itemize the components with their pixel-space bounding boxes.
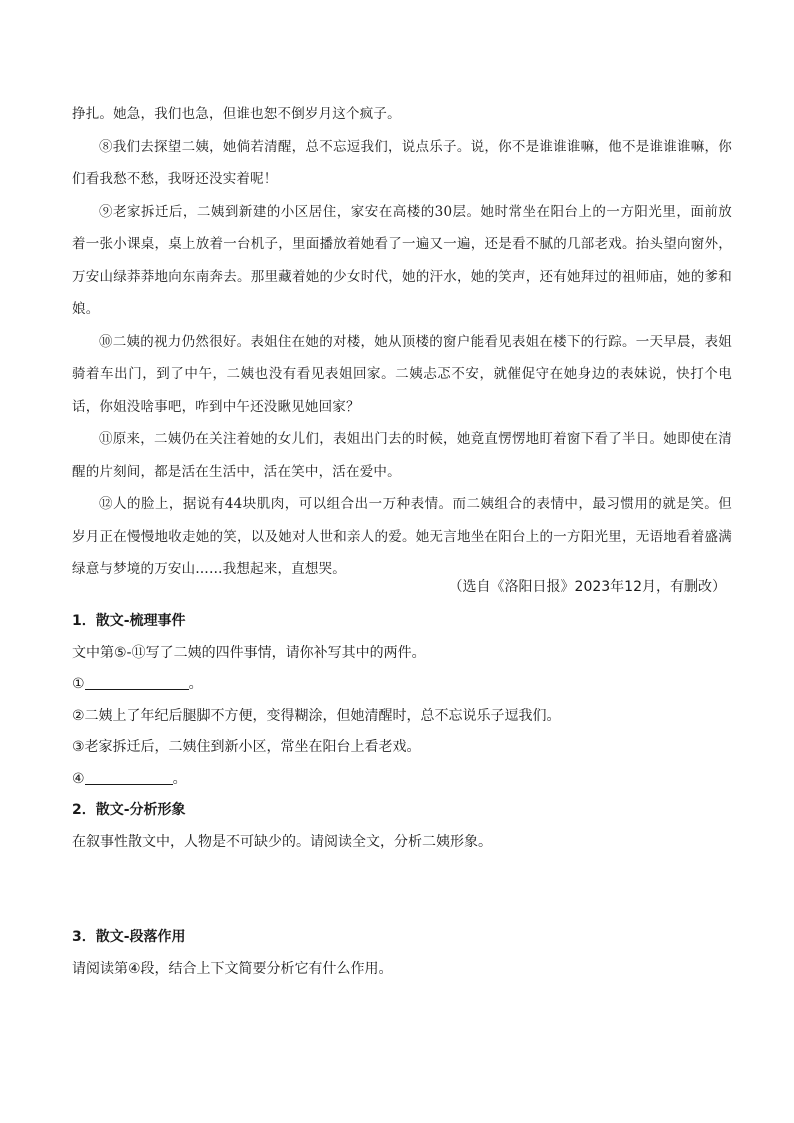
paragraph-12: ⑫人的脸上，据说有44块肌肉，可以组合出一万种表情。而二姨组合的表情中，最习惯用的就是笑。但岁月正在慢慢地收走她的笑，以及她对人世和亲人的爱。她无言地坐在阳台上的一方阳光里，无语地看着盛满绿意与梦境的万安山……我想起来，直想哭。 [72, 496, 732, 577]
paragraph-7-end: 挣扎。她急，我们也急，但谁也恕不倒岁月这个疯子。 [72, 106, 401, 122]
question-2 [72, 795, 732, 858]
passage [72, 98, 732, 586]
paragraph-9: ⑨老家拆迁后，二姨到新建的小区居住，家安在高楼的30层。她时常坐在阳台上的一方阳光里，面前放着一张小课桌，桌上放着一台机子，里面播放着她看了一遍又一遍，还是看不腻的几部老戏。抬头望向窗外，万安山绿莽莽地向东南奔去。那里藏着她的少女时代，她的汗水，她的笑声，还有她拜过的祖师庙，她的爹和娘。 [72, 203, 732, 317]
answer-item-1-end: 。 [188, 676, 203, 692]
source-citation: （选自《洛阳日报》2023年12月，有删改） [448, 579, 726, 595]
question-1-prompt: 文中第⑤-⑪写了二姨的四件事情，请你补写其中的两件。 [72, 644, 426, 661]
paragraph-10: ⑩二姨的视力仍然很好。表姐住在她的对楼，她从顶楼的窗户能看见表姐在楼下的行踪。一天早晨，表姐骑着车出门，到了中午，二姨也没有看见表姐回家。二姨忐忑不安，就催促守在她身边的表妹说，快打个电话，你姐没啥事吧，咋到中午还没瞅见她回家？ [72, 333, 732, 415]
question-2-prompt: 在叙事性散文中，人物是不可缺少的。请阅读全文，分析二姨形象。 [72, 833, 492, 850]
answer-blank-1[interactable] [85, 675, 189, 690]
question-3 [72, 922, 732, 985]
question-2-heading: 2．散文-分析形象 [72, 802, 186, 818]
answer-item-1-number: ① [72, 676, 85, 692]
answer-item-4-number: ④ [72, 770, 85, 787]
answer-item-1 [72, 669, 732, 701]
answer-item-4-end: 。 [172, 770, 187, 787]
answer-item-3: ③老家拆迁后，二姨住到新小区，常坐在阳台上看老戏。 [72, 739, 421, 755]
question-3-prompt: 请阅读第④段，结合上下文简要分析它有什么作用。 [72, 960, 393, 977]
answer-item-4 [72, 764, 732, 796]
paragraph-11: ⑪原来，二姨仍在关注着她的女儿们，表姐出门去的时候，她竟直愣愣地盯着窗下看了半日。她即使在清醒的片刻间，都是活在生活中，活在笑中，活在爱中。 [72, 431, 732, 480]
question-3-heading: 3．散文-段落作用 [72, 929, 186, 945]
question-1-heading: 1．散文-梳理事件 [72, 613, 186, 629]
answer-blank-4[interactable] [85, 770, 173, 785]
question-1 [72, 606, 732, 795]
paragraph-8: ⑧我们去探望二姨，她倘若清醒，总不忘逗我们，说点乐子。说，你不是谁谁谁嘛，他不是谁谁谁嘛，你们看我愁不愁，我呀还没实着呢！ [72, 138, 732, 187]
answer-item-2: ②二姨上了年纪后腿脚不方便，变得糊涂，但她清醒时，总不忘说乐子逗我们。 [72, 707, 561, 724]
